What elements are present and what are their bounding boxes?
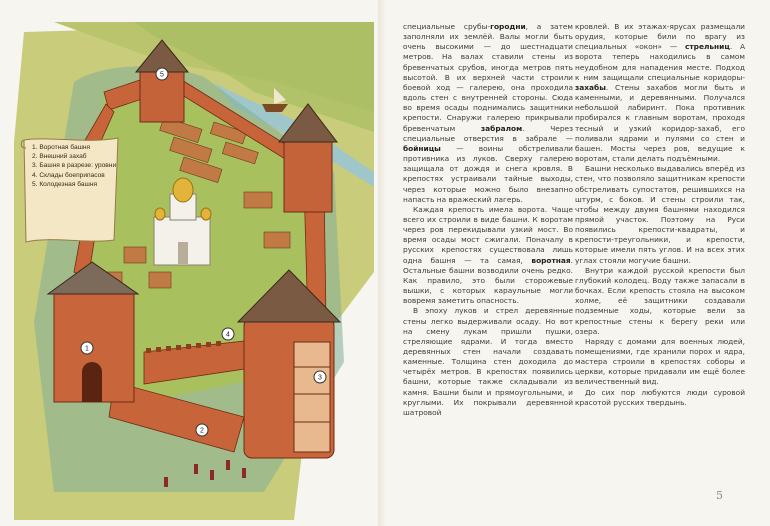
legend-item: 4. Склады боеприпасов <box>32 171 105 179</box>
callout-4: 4 <box>226 331 230 339</box>
legend-item: 2. Внешний захаб <box>32 153 87 161</box>
legend-scroll <box>18 136 122 246</box>
callout-3: 3 <box>318 374 322 382</box>
callout-1: 1 <box>85 345 89 353</box>
legend-list <box>32 144 116 190</box>
paragraph: Башни несколько выдавались вперёд из стен, что позволяло защитникам крепости обстреливать супостатов, решившихся на штурм, с боков. И стены строили так, чтобы между двумя башнями находился прямой участок. Поэтому на Руси появились крепости-квадраты, и крепости-треугольники, и крепости, которые имели пять углов. И на всех этих углах стояли могучие башни. <box>575 164 745 265</box>
paragraph: кровлей. В их этажах-ярусах размещали орудия, которые били по врагу из специальных «окон» — стрельниц. А ворота теперь находились в самом неудобном для нападения месте. Подход к ним защищали специальные коридоры-захабы. Стены захабов могли быть и каменными, и деревянными. Получался небольшой лабиринт. Пока противник пробирался к главным воротам, проходя тесный и узкий коридор-захаб, его поливали ядрами и пулями со стен и башен. Мосты через ров, ведущие к воротам, стали делать подъёмными. <box>575 22 745 164</box>
page-number: 5 <box>716 489 723 502</box>
paragraph: Наряду с домами для военных людей, помещениями, где хранили порох и ядра, мастера строили в крепостях соборы и церкви, которые придавали им ещё более величественный вид. <box>575 336 745 387</box>
fortress-illustration <box>14 22 380 520</box>
text-column-1 <box>403 22 573 418</box>
callout-5: 5 <box>160 71 164 79</box>
paragraph: специальные срубы-городни, а затем заполняли их землёй. Валы могли быть очень высокими — до шестнадцати метров. На валах ставили стены из бревенчатых срубов, иногда метров пять высотой. В их верхней части строили боевой ход — галерею, она проходила вдоль стен с внутренней стороны. Сюда во время осады поднимались защитники крепости. Снаружи галерею прикрывали бревенчатым забралом. Через специальные отверстия в забрале — бойницы — воины обстреливали противника из луков. Сверху галерею защищала от дождя и снега кровля. В крепостях устраивали тайные выходы, через которые можно было внезапно напасть на вражеский лагерь. <box>403 22 574 204</box>
paragraph: Каждая крепость имела ворота. Чаще всего их строили в виде башни. К воротам через ров перекидывали узкий мост. Во время осады мост сжигали. Поначалу в русских крепостях существовала лишь одна башня — та самая, воротная. Остальные башни возводили очень редко. Как правило, это были сторожевые вышки, с которых караульные могли вовремя заметить опасность. <box>403 204 573 306</box>
legend-item: 1. Воротная башня <box>32 144 91 151</box>
text-column-2 <box>575 22 745 408</box>
legend-item: 5. Колодезная башня <box>32 180 98 188</box>
paragraph: До сих пор любуются люди суровой красотой русских твердынь. <box>575 387 745 407</box>
paragraph: В эпоху луков и стрел деревянные стены легко выдерживали осаду. Но вот на смену лукам пришли пушки, стреляющие ядрами. И тогда вместо деревянных стен начали создавать каменные. Толщина стен доходила до четырёх метров. В крепостях появились башни, которые также складывали из камня. Башни были и прямоугольными, и круглыми. Их покрывали деревянной шатровой <box>403 306 573 417</box>
callout-2: 2 <box>200 427 204 435</box>
legend-item: 3. Башня в разрезе: уровни <box>32 162 117 170</box>
paragraph: Внутри каждой русской крепости был глубокий колодец. Воду также запасали в бочках. Если крепость стояла на высоком холме, её защитники создавали подземные ходы, которые вели за крепостные стены к берегу реки или озера. <box>575 265 745 336</box>
